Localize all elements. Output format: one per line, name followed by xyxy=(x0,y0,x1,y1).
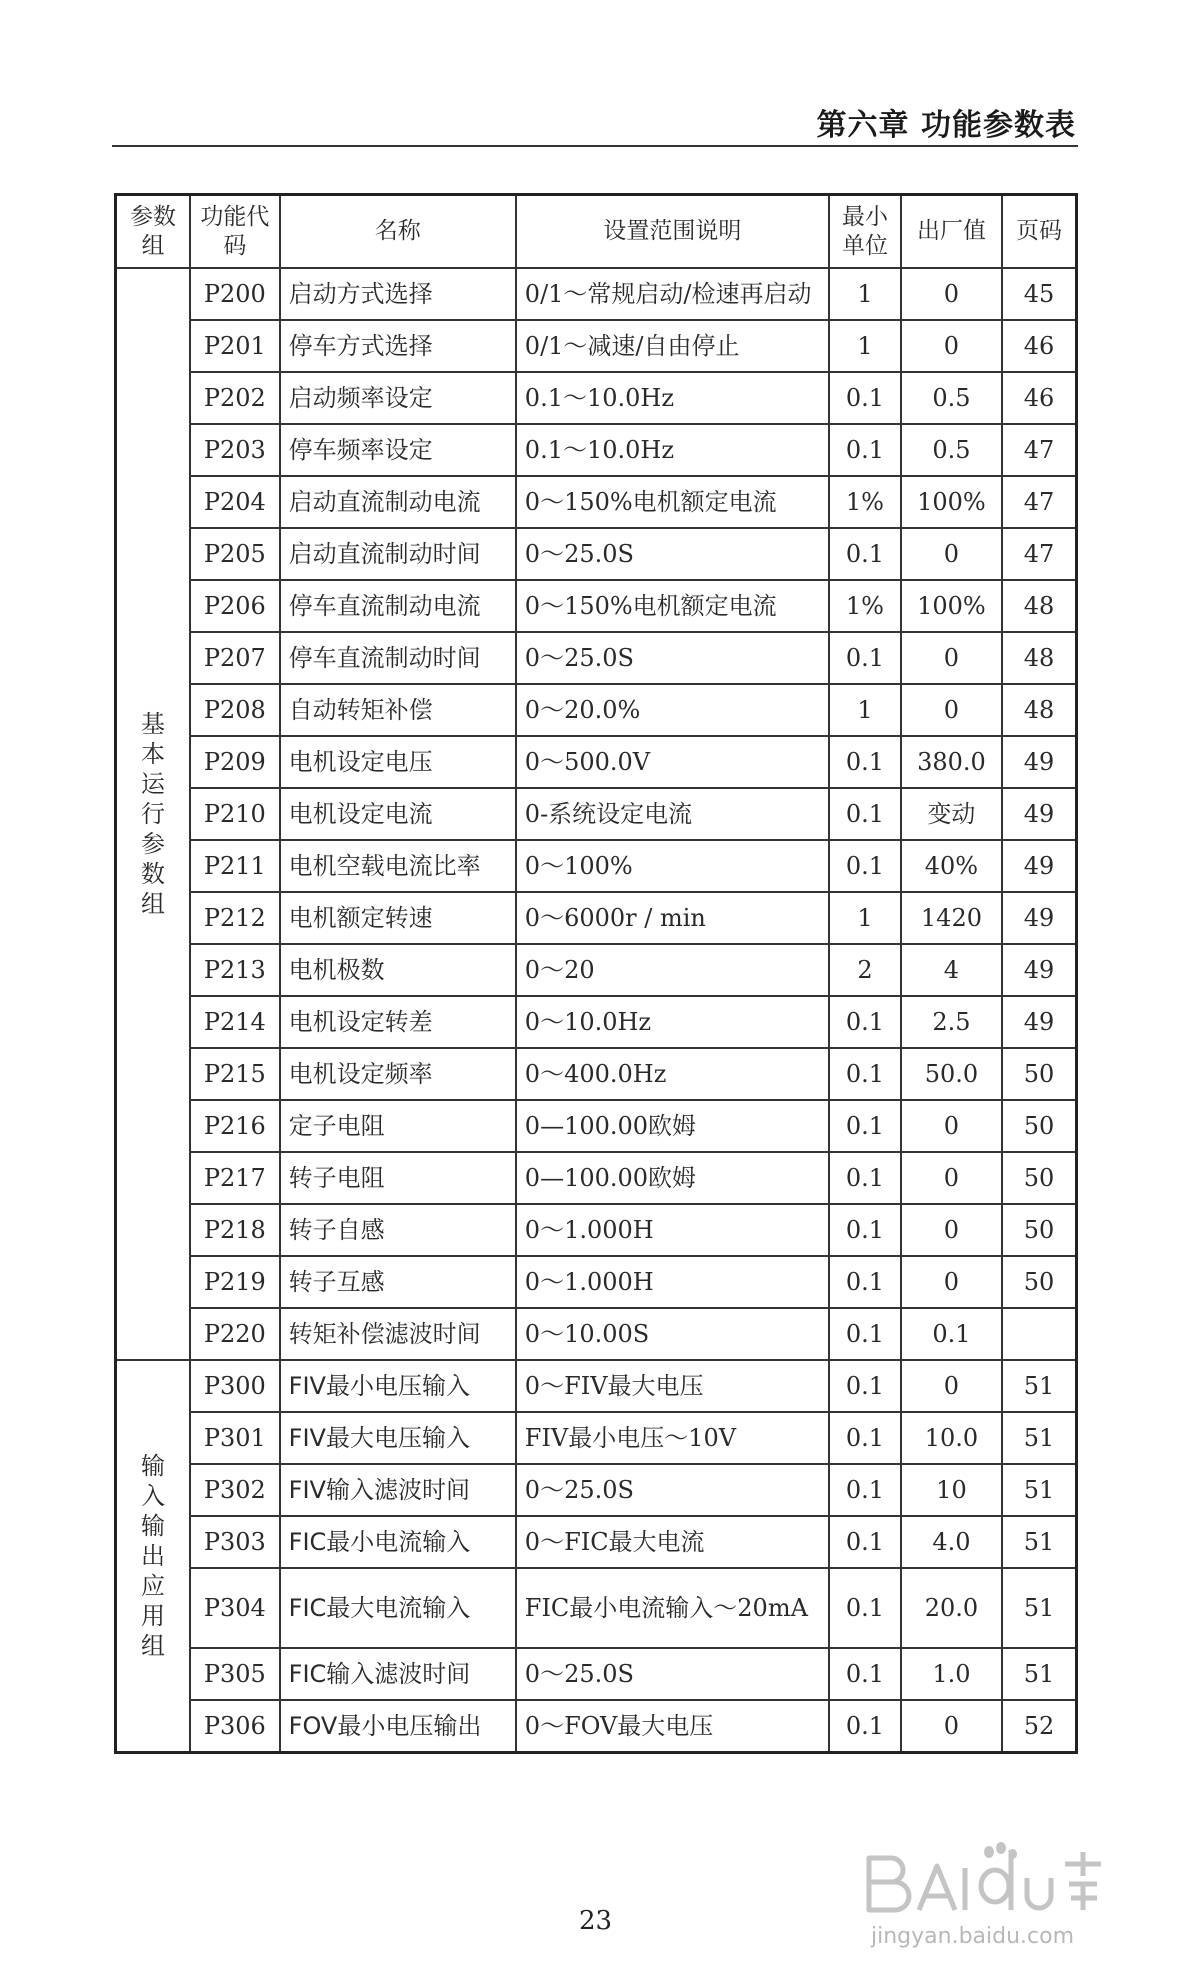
column-header: 最小单位 xyxy=(829,195,901,269)
function-code-cell: P213 xyxy=(190,944,280,996)
table-row xyxy=(116,1204,1077,1256)
function-code-cell: P302 xyxy=(190,1464,280,1516)
parameter-name-cell: 停车直流制动电流 xyxy=(280,580,516,632)
table-row xyxy=(116,476,1077,528)
function-code-cell: P208 xyxy=(190,684,280,736)
parameter-name-cell: 电机极数 xyxy=(280,944,516,996)
table-header-row xyxy=(116,195,1077,269)
factory-default-cell: 40% xyxy=(901,840,1002,892)
factory-default-cell: 0.5 xyxy=(901,372,1002,424)
parameter-name-cell: 转子自感 xyxy=(280,1204,516,1256)
function-code-cell: P304 xyxy=(190,1568,280,1648)
parameter-name-cell: 转子互感 xyxy=(280,1256,516,1308)
setting-range-cell: FIC最小电流输入～20mA xyxy=(516,1568,829,1648)
factory-default-cell: 4.0 xyxy=(901,1516,1002,1568)
function-code-cell: P301 xyxy=(190,1412,280,1464)
setting-range-cell: FIV最小电压～10V xyxy=(516,1412,829,1464)
factory-default-cell: 0 xyxy=(901,528,1002,580)
min-unit-cell: 0.1 xyxy=(829,1256,901,1308)
table-row xyxy=(116,1256,1077,1308)
factory-default-cell: 0 xyxy=(901,684,1002,736)
setting-range-cell: 0～10.00S xyxy=(516,1308,829,1360)
page-ref-cell: 46 xyxy=(1002,320,1077,372)
table-row xyxy=(116,1464,1077,1516)
setting-range-cell: 0～400.0Hz xyxy=(516,1048,829,1100)
setting-range-cell: 0～20 xyxy=(516,944,829,996)
table-row xyxy=(116,1700,1077,1753)
setting-range-cell: 0～100% xyxy=(516,840,829,892)
table-row xyxy=(116,1412,1077,1464)
factory-default-cell: 0 xyxy=(901,1204,1002,1256)
baidu-jingyan-watermark xyxy=(861,1840,1121,1960)
min-unit-cell: 1% xyxy=(829,476,901,528)
table-row xyxy=(116,944,1077,996)
table-row xyxy=(116,1360,1077,1412)
min-unit-cell: 0.1 xyxy=(829,1152,901,1204)
table-row xyxy=(116,736,1077,788)
table-row xyxy=(116,1516,1077,1568)
setting-range-cell: 0～150%电机额定电流 xyxy=(516,580,829,632)
min-unit-cell: 1 xyxy=(829,892,901,944)
min-unit-cell: 0.1 xyxy=(829,632,901,684)
min-unit-cell: 0.1 xyxy=(829,1048,901,1100)
min-unit-cell: 0.1 xyxy=(829,528,901,580)
page-ref-cell: 51 xyxy=(1002,1464,1077,1516)
setting-range-cell: 0—100.00欧姆 xyxy=(516,1100,829,1152)
factory-default-cell: 0 xyxy=(901,1256,1002,1308)
table-row xyxy=(116,580,1077,632)
parameter-name-cell: 电机空载电流比率 xyxy=(280,840,516,892)
min-unit-cell: 0.1 xyxy=(829,788,901,840)
factory-default-cell: 0 xyxy=(901,1700,1002,1753)
factory-default-cell: 变动 xyxy=(901,788,1002,840)
min-unit-cell: 0.1 xyxy=(829,1464,901,1516)
min-unit-cell: 1% xyxy=(829,580,901,632)
column-header: 名称 xyxy=(280,195,516,269)
page-ref-cell: 50 xyxy=(1002,1256,1077,1308)
setting-range-cell: 0～FIC最大电流 xyxy=(516,1516,829,1568)
function-code-cell: P201 xyxy=(190,320,280,372)
factory-default-cell: 2.5 xyxy=(901,996,1002,1048)
setting-range-cell: 0～FIV最大电压 xyxy=(516,1360,829,1412)
parameter-name-cell: FIC最大电流输入 xyxy=(280,1568,516,1648)
parameter-name-cell: 转矩补偿滤波时间 xyxy=(280,1308,516,1360)
factory-default-cell: 100% xyxy=(901,580,1002,632)
setting-range-cell: 0/1～常规启动/检速再启动 xyxy=(516,268,829,320)
factory-default-cell: 0 xyxy=(901,1100,1002,1152)
function-code-cell: P216 xyxy=(190,1100,280,1152)
factory-default-cell: 0 xyxy=(901,1152,1002,1204)
page-ref-cell: 45 xyxy=(1002,268,1077,320)
page-ref-cell: 50 xyxy=(1002,1152,1077,1204)
parameter-name-cell: 电机设定电流 xyxy=(280,788,516,840)
factory-default-cell: 0 xyxy=(901,632,1002,684)
setting-range-cell: 0～20.0% xyxy=(516,684,829,736)
factory-default-cell: 100% xyxy=(901,476,1002,528)
page-ref-cell: 51 xyxy=(1002,1516,1077,1568)
min-unit-cell: 0.1 xyxy=(829,1516,901,1568)
parameter-name-cell: 电机设定电压 xyxy=(280,736,516,788)
table-row xyxy=(116,1648,1077,1700)
min-unit-cell: 0.1 xyxy=(829,996,901,1048)
function-code-cell: P206 xyxy=(190,580,280,632)
table-row xyxy=(116,892,1077,944)
function-code-cell: P219 xyxy=(190,1256,280,1308)
function-code-cell: P218 xyxy=(190,1204,280,1256)
column-header: 功能代码 xyxy=(190,195,280,269)
setting-range-cell: 0～1.000H xyxy=(516,1256,829,1308)
table-row xyxy=(116,268,1077,320)
factory-default-cell: 380.0 xyxy=(901,736,1002,788)
page-ref-cell: 46 xyxy=(1002,372,1077,424)
function-code-cell: P303 xyxy=(190,1516,280,1568)
function-code-cell: P210 xyxy=(190,788,280,840)
parameter-name-cell: 定子电阻 xyxy=(280,1100,516,1152)
function-code-cell: P209 xyxy=(190,736,280,788)
function-code-cell: P205 xyxy=(190,528,280,580)
setting-range-cell: 0～10.0Hz xyxy=(516,996,829,1048)
column-header: 出厂值 xyxy=(901,195,1002,269)
factory-default-cell: 20.0 xyxy=(901,1568,1002,1648)
page-ref-cell: 51 xyxy=(1002,1360,1077,1412)
parameter-name-cell: 停车频率设定 xyxy=(280,424,516,476)
parameter-name-cell: 转子电阻 xyxy=(280,1152,516,1204)
function-code-cell: P200 xyxy=(190,268,280,320)
column-header: 设置范围说明 xyxy=(516,195,829,269)
min-unit-cell: 0.1 xyxy=(829,1100,901,1152)
setting-range-cell: 0.1～10.0Hz xyxy=(516,424,829,476)
page-ref-cell: 50 xyxy=(1002,1100,1077,1152)
min-unit-cell: 0.1 xyxy=(829,1360,901,1412)
page-ref-cell: 51 xyxy=(1002,1568,1077,1648)
function-code-cell: P214 xyxy=(190,996,280,1048)
column-header: 页码 xyxy=(1002,195,1077,269)
function-code-cell: P203 xyxy=(190,424,280,476)
min-unit-cell: 0.1 xyxy=(829,840,901,892)
page-ref-cell: 49 xyxy=(1002,996,1077,1048)
min-unit-cell: 0.1 xyxy=(829,424,901,476)
function-code-cell: P220 xyxy=(190,1308,280,1360)
min-unit-cell: 0.1 xyxy=(829,1308,901,1360)
table-row xyxy=(116,1048,1077,1100)
min-unit-cell: 1 xyxy=(829,684,901,736)
setting-range-cell: 0～25.0S xyxy=(516,1648,829,1700)
parameter-name-cell: 启动直流制动电流 xyxy=(280,476,516,528)
setting-range-cell: 0～500.0V xyxy=(516,736,829,788)
factory-default-cell: 0.5 xyxy=(901,424,1002,476)
page-ref-cell: 49 xyxy=(1002,840,1077,892)
setting-range-cell: 0-系统设定电流 xyxy=(516,788,829,840)
min-unit-cell: 1 xyxy=(829,268,901,320)
page-ref-cell: 48 xyxy=(1002,684,1077,736)
factory-default-cell: 10.0 xyxy=(901,1412,1002,1464)
factory-default-cell: 10 xyxy=(901,1464,1002,1516)
parameter-name-cell: FIV最小电压输入 xyxy=(280,1360,516,1412)
page-ref-cell: 51 xyxy=(1002,1412,1077,1464)
page-ref-cell: 49 xyxy=(1002,736,1077,788)
factory-default-cell: 1420 xyxy=(901,892,1002,944)
page-ref-cell: 49 xyxy=(1002,892,1077,944)
parameter-name-cell: 电机设定频率 xyxy=(280,1048,516,1100)
factory-default-cell: 0 xyxy=(901,268,1002,320)
function-code-cell: P300 xyxy=(190,1360,280,1412)
parameter-name-cell: FIC输入滤波时间 xyxy=(280,1648,516,1700)
parameter-name-cell: 启动直流制动时间 xyxy=(280,528,516,580)
function-code-cell: P211 xyxy=(190,840,280,892)
parameter-name-cell: FOV最小电压输出 xyxy=(280,1700,516,1753)
table-row xyxy=(116,996,1077,1048)
page-ref-cell: 49 xyxy=(1002,788,1077,840)
factory-default-cell: 0.1 xyxy=(901,1308,1002,1360)
parameter-name-cell: 停车方式选择 xyxy=(280,320,516,372)
parameter-name-cell: FIV最大电压输入 xyxy=(280,1412,516,1464)
min-unit-cell: 0.1 xyxy=(829,1204,901,1256)
table-row xyxy=(116,424,1077,476)
min-unit-cell: 0.1 xyxy=(829,736,901,788)
parameter-name-cell: FIC最小电流输入 xyxy=(280,1516,516,1568)
parameter-name-cell: FIV输入滤波时间 xyxy=(280,1464,516,1516)
page-ref-cell xyxy=(1002,1308,1077,1360)
table-row xyxy=(116,528,1077,580)
setting-range-cell: 0—100.00欧姆 xyxy=(516,1152,829,1204)
column-header: 参数组 xyxy=(116,195,191,269)
factory-default-cell: 50.0 xyxy=(901,1048,1002,1100)
min-unit-cell: 0.1 xyxy=(829,372,901,424)
parameter-name-cell: 自动转矩补偿 xyxy=(280,684,516,736)
min-unit-cell: 2 xyxy=(829,944,901,996)
parameter-table xyxy=(114,193,1078,1754)
setting-range-cell: 0～1.000H xyxy=(516,1204,829,1256)
table-row xyxy=(116,840,1077,892)
table-row xyxy=(116,684,1077,736)
function-code-cell: P207 xyxy=(190,632,280,684)
parameter-name-cell: 停车直流制动时间 xyxy=(280,632,516,684)
table-row xyxy=(116,1308,1077,1360)
table-row xyxy=(116,1568,1077,1648)
setting-range-cell: 0.1～10.0Hz xyxy=(516,372,829,424)
parameter-group-cell xyxy=(116,1360,191,1753)
chapter-title: 第六章 功能参数表 xyxy=(816,108,1076,143)
page-number: 23 xyxy=(578,1906,613,1936)
function-code-cell: P305 xyxy=(190,1648,280,1700)
min-unit-cell: 0.1 xyxy=(829,1700,901,1753)
function-code-cell: P202 xyxy=(190,372,280,424)
header-rule xyxy=(112,145,1078,147)
page-ref-cell: 52 xyxy=(1002,1700,1077,1753)
function-code-cell: P306 xyxy=(190,1700,280,1753)
table-body xyxy=(116,268,1077,1753)
parameter-name-cell: 启动频率设定 xyxy=(280,372,516,424)
setting-range-cell: 0～25.0S xyxy=(516,1464,829,1516)
page-ref-cell: 47 xyxy=(1002,476,1077,528)
parameter-group-label: 基本运行参数组 xyxy=(141,710,165,918)
page-ref-cell: 49 xyxy=(1002,944,1077,996)
page-ref-cell: 48 xyxy=(1002,632,1077,684)
setting-range-cell: 0～6000r / min xyxy=(516,892,829,944)
factory-default-cell: 4 xyxy=(901,944,1002,996)
setting-range-cell: 0～FOV最大电压 xyxy=(516,1700,829,1753)
page-ref-cell: 48 xyxy=(1002,580,1077,632)
parameter-name-cell: 电机设定转差 xyxy=(280,996,516,1048)
table-row xyxy=(116,1152,1077,1204)
table-row xyxy=(116,320,1077,372)
parameter-name-cell: 电机额定转速 xyxy=(280,892,516,944)
table-row xyxy=(116,372,1077,424)
table-row xyxy=(116,788,1077,840)
table-row xyxy=(116,632,1077,684)
min-unit-cell: 0.1 xyxy=(829,1648,901,1700)
min-unit-cell: 0.1 xyxy=(829,1568,901,1648)
factory-default-cell: 1.0 xyxy=(901,1648,1002,1700)
page-ref-cell: 51 xyxy=(1002,1648,1077,1700)
function-code-cell: P212 xyxy=(190,892,280,944)
function-code-cell: P204 xyxy=(190,476,280,528)
factory-default-cell: 0 xyxy=(901,1360,1002,1412)
page-ref-cell: 47 xyxy=(1002,424,1077,476)
page-ref-cell: 50 xyxy=(1002,1048,1077,1100)
min-unit-cell: 1 xyxy=(829,320,901,372)
parameter-group-cell xyxy=(116,268,191,1360)
table-row xyxy=(116,1100,1077,1152)
parameter-group-label: 输入输出应用组 xyxy=(141,1452,165,1660)
page-ref-cell: 50 xyxy=(1002,1204,1077,1256)
function-code-cell: P215 xyxy=(190,1048,280,1100)
parameter-name-cell: 启动方式选择 xyxy=(280,268,516,320)
setting-range-cell: 0～150%电机额定电流 xyxy=(516,476,829,528)
setting-range-cell: 0～25.0S xyxy=(516,632,829,684)
function-code-cell: P217 xyxy=(190,1152,280,1204)
setting-range-cell: 0～25.0S xyxy=(516,528,829,580)
factory-default-cell: 0 xyxy=(901,320,1002,372)
setting-range-cell: 0/1～减速/自由停止 xyxy=(516,320,829,372)
min-unit-cell: 0.1 xyxy=(829,1412,901,1464)
watermark-url: jingyan.baidu.com xyxy=(871,1924,1075,1949)
page-ref-cell: 47 xyxy=(1002,528,1077,580)
